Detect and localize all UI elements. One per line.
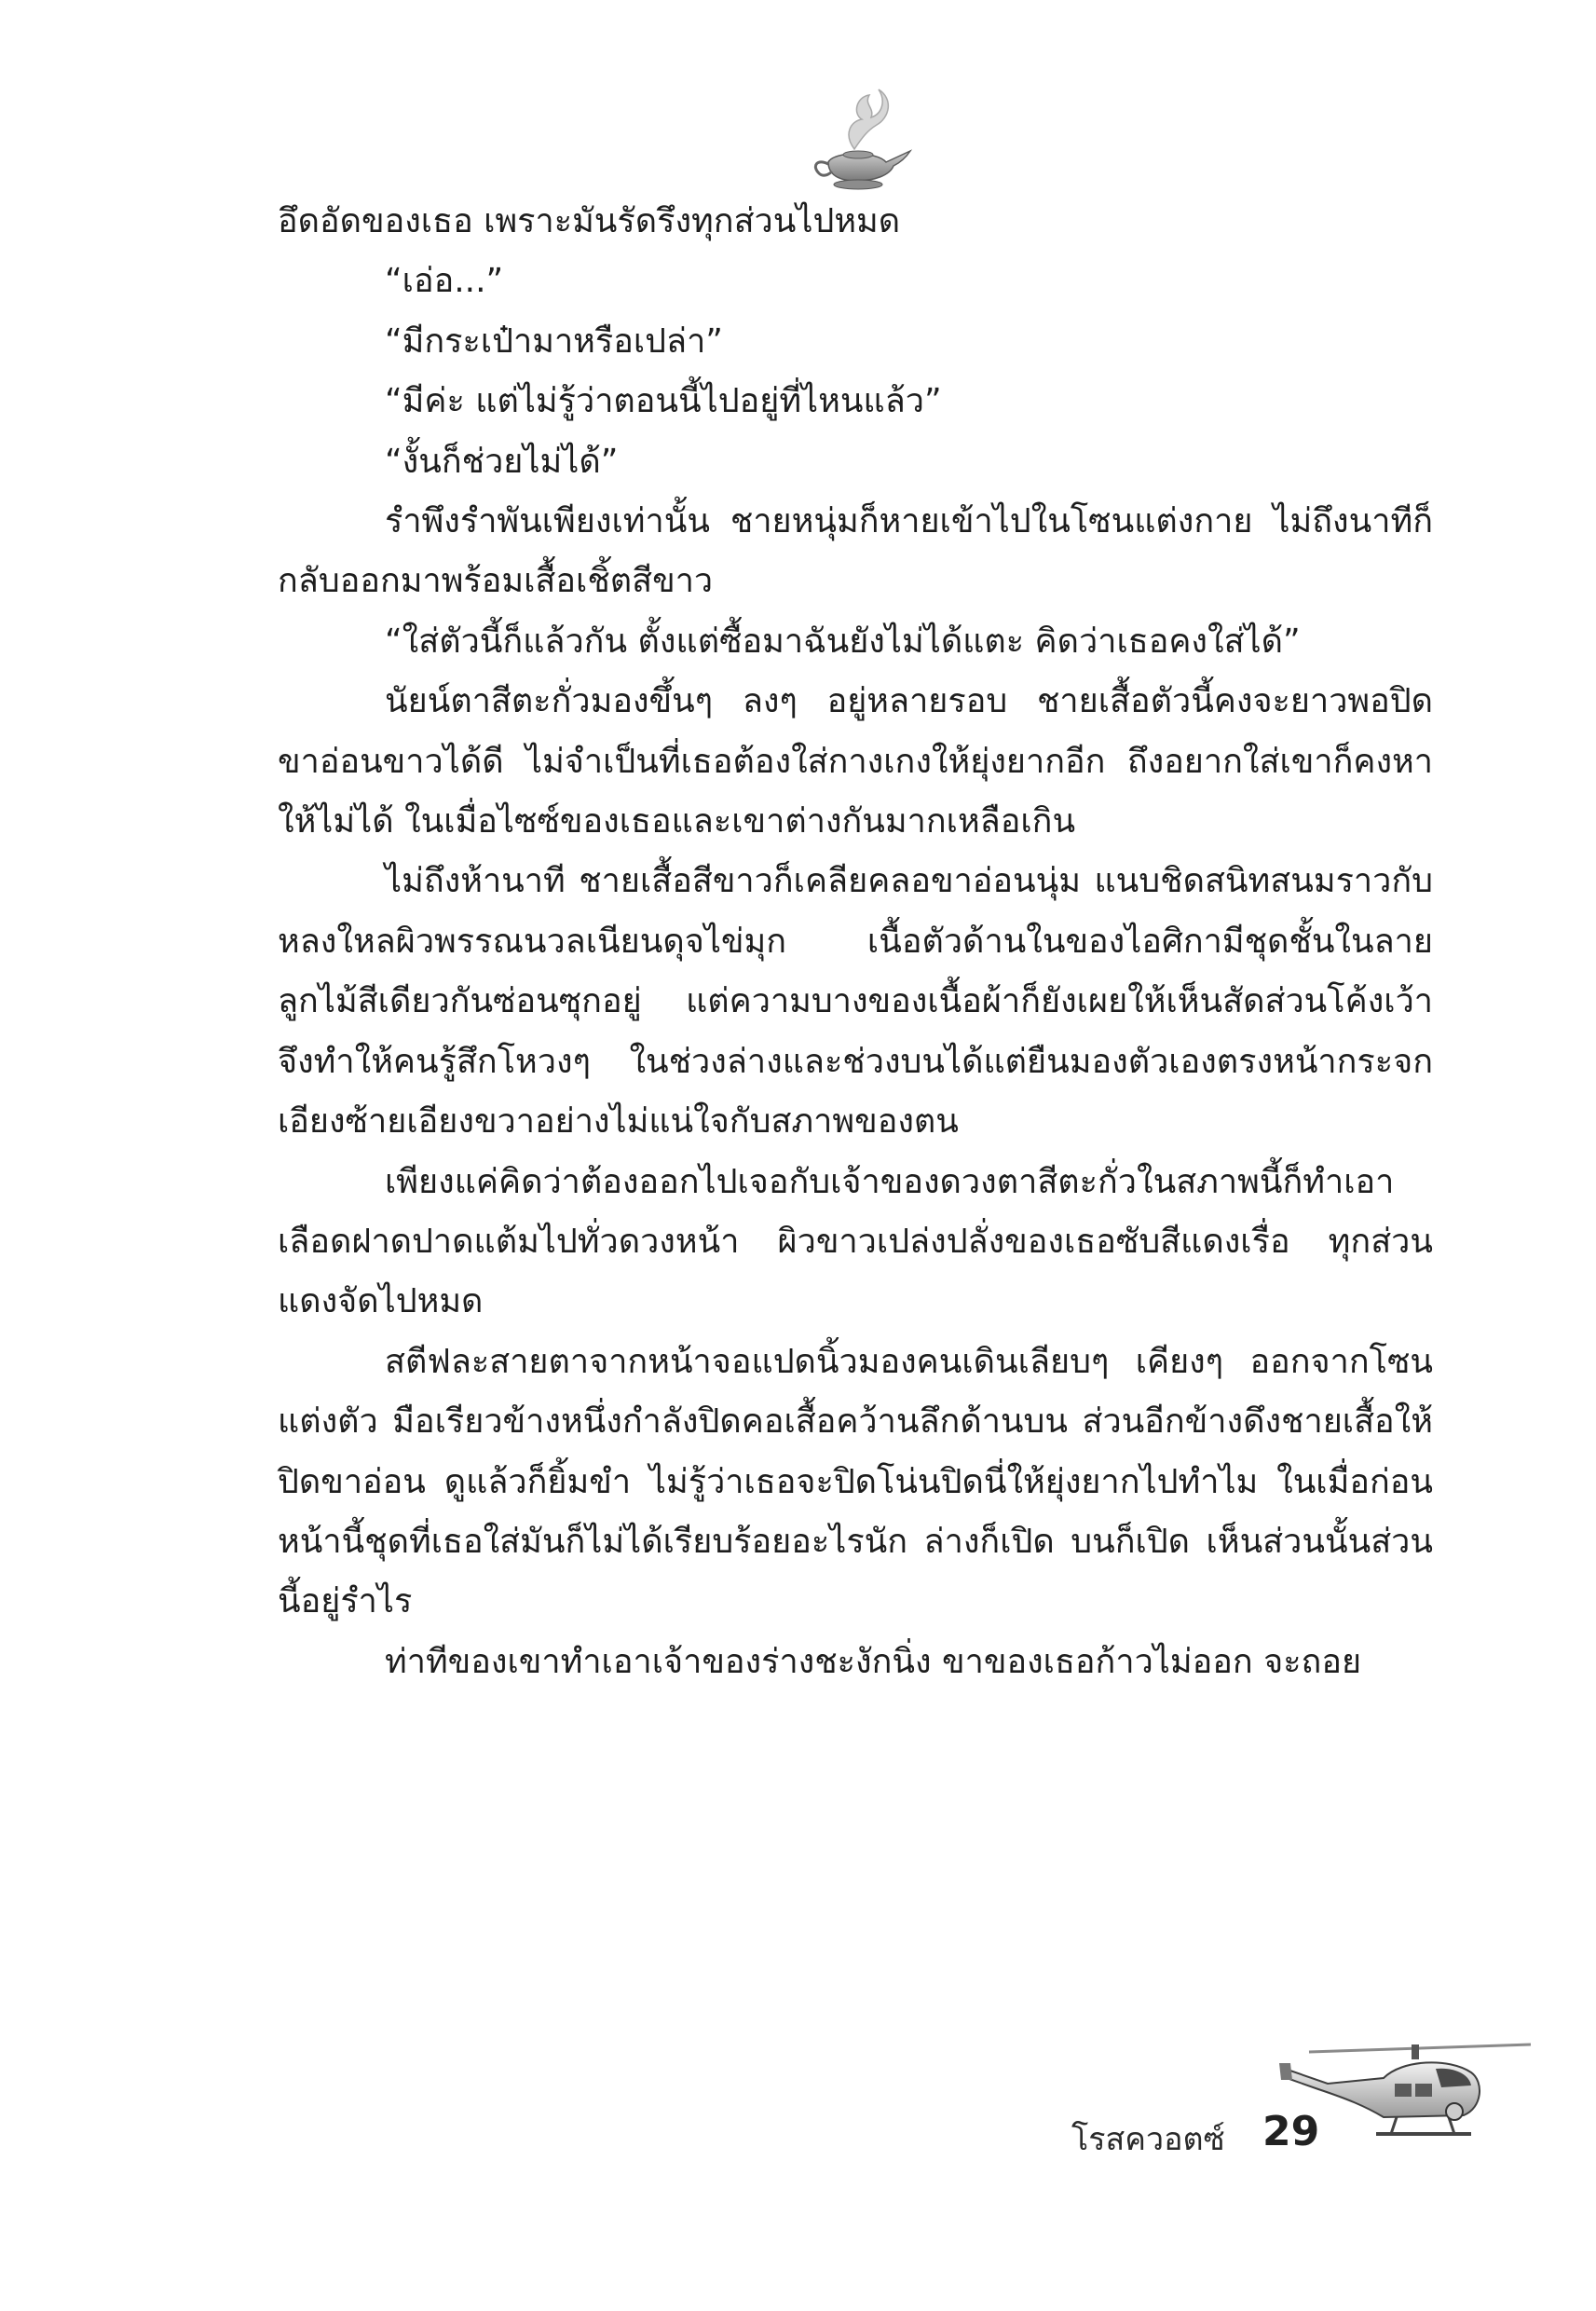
book-title: โรสควอตซ์ — [1071, 2121, 1225, 2158]
paragraph: รำพึงรำพันเพียงเท่านั้น ชายหนุ่มก็หายเข้าไปในโซนแต่งกาย ไม่ถึงนาทีก็กลับออกมาพร้อมเสื้อเชิ้ตสีขาว — [278, 502, 1433, 601]
page-number: 29 — [1262, 2108, 1320, 2155]
paragraph: อึดอัดของเธอ เพราะมันรัดรึงทุกส่วนไปหมด — [278, 202, 901, 240]
genie-lamp-icon — [797, 76, 918, 198]
paragraph: “ใส่ตัวนี้ก็แล้วกัน ตั้งแต่ซื้อมาฉันยังไม่ได้แตะ คิดว่าเธอคงใส่ได้” — [385, 622, 1301, 661]
paragraph: ไม่ถึงห้านาที ชายเสื้อสีขาวก็เคลียคลอขาอ่อนนุ่ม แนบชิดสนิทสนมราวกับหลงใหลผิวพรรณนวลเนียนดุจไข่มุก เนื้อตัวด้านในของไอศิกามีชุดชั้นในลายลูกไม้สีเดียวกันซ่อนซุกอยู่ แต่ความบางของเนื้อผ้าก็ยังเผยให้เห็นสัดส่วนโค้งเว้า จึงทำให้คนรู้สึกโหวงๆ ในช่วงล่างและช่วงบนได้แต่ยืนมองตัวเองตรงหน้ากระจก เอียงซ้ายเอียงขวาอย่างไม่แน่ใจกับสภาพของตน — [278, 862, 1433, 1142]
paragraph: นัยน์ตาสีตะกั่วมองขึ้นๆ ลงๆ อยู่หลายรอบ ชายเสื้อตัวนี้คงจะยาวพอปิดขาอ่อนขาวได้ดี ไม่จำเป็นที่เธอต้องใส่กางเกงให้ยุ่งยากอีก ถึงอยากใส่เขาก็คงหาให้ไม่ได้ ในเมื่อไซซ์ของเธอและเขาต่างกันมากเหลือเกิน — [278, 682, 1433, 841]
helicopter-icon — [1272, 2031, 1533, 2153]
paragraph: “งั้นก็ช่วยไม่ได้” — [385, 442, 619, 481]
paragraph: ท่าทีของเขาทำเอาเจ้าของร่างชะงักนิ่ง ขาของเธอก้าวไม่ออก จะถอย — [385, 1642, 1362, 1681]
paragraph: “มีค่ะ แต่ไม่รู้ว่าตอนนี้ไปอยู่ที่ไหนแล้ว” — [385, 382, 942, 421]
paragraph: สตีฟละสายตาจากหน้าจอแปดนิ้วมองคนเดินเลียบๆ เคียงๆ ออกจากโซนแต่งตัว มือเรียวข้างหนึ่งกำลังปิดคอเสื้อคว้านลึกด้านบน ส่วนอีกข้างดึงชายเสื้อให้ปิดขาอ่อน ดูแล้วก็ยิ้มขำ ไม่รู้ว่าเธอจะปิดโน่นปิดนี่ให้ยุ่งยากไปทำไม ในเมื่อก่อนหน้านี้ชุดที่เธอใส่มันก็ไม่ได้เรียบร้อยอะไรนัก ล่างก็เปิด บนก็เปิด เห็นส่วนนั้นส่วนนี้อยู่รำไร — [278, 1342, 1433, 1621]
body-text — [278, 192, 1433, 1692]
paragraph: เพียงแค่คิดว่าต้องออกไปเจอกับเจ้าของดวงตาสีตะกั่วในสภาพนี้ก็ทำเอาเลือดฝาดปาดแต้มไปทั่วดวงหน้า ผิวขาวเปล่งปลั่งของเธอซับสีแดงเรื่อ ทุกส่วนแดงจัดไปหมด — [278, 1162, 1433, 1321]
paragraph: “เอ่อ...” — [385, 262, 504, 301]
paragraph: “มีกระเป๋ามาหรือเปล่า” — [385, 321, 723, 361]
